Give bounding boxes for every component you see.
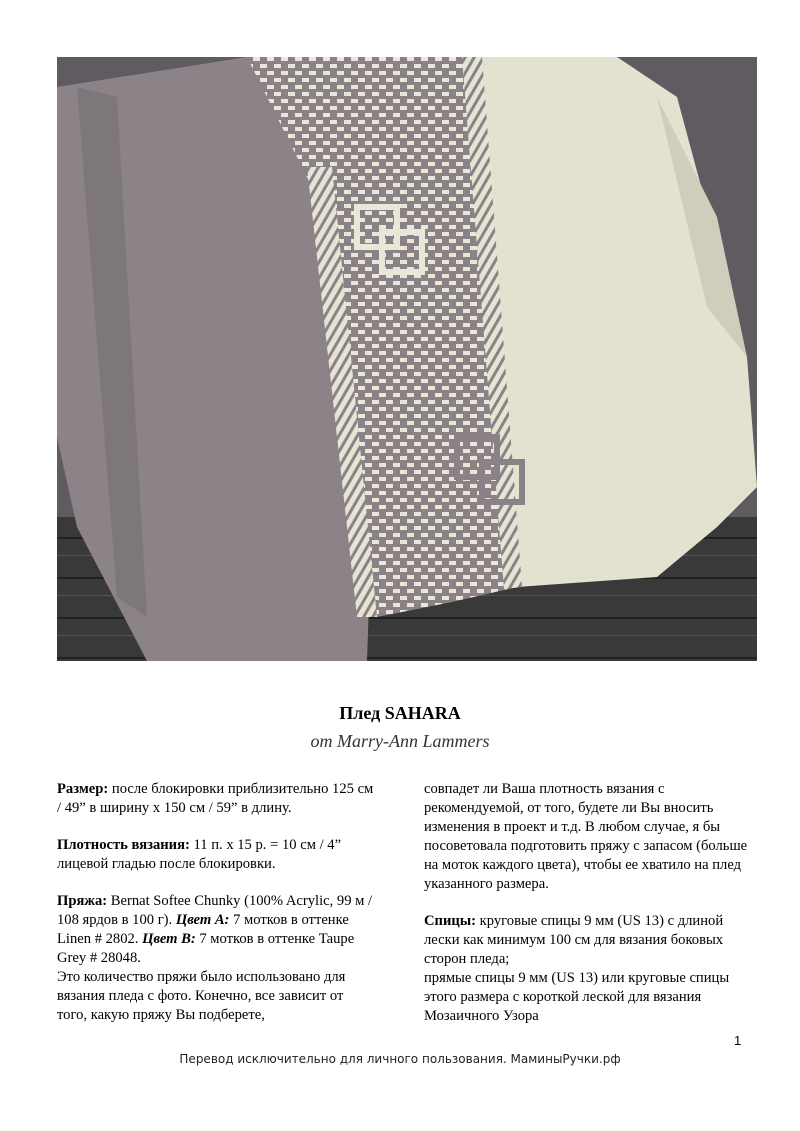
- page-footer: Перевод исключительно для личного пользования. МаминыРучки.рф: [179, 1052, 621, 1066]
- gauge-paragraph: [57, 836, 377, 874]
- color-a-label: Цвет А:: [175, 912, 230, 928]
- needles-text-2: прямые спицы 9 мм (US 13) или круговые спицы этого размера с короткой леской для вязания Мозаичного Узора: [424, 970, 730, 1024]
- blanket-illustration: [57, 57, 757, 661]
- yarn-note-continued: совпадет ли Ваша плотность вязания с рекомендуемой, от того, будете ли Вы вносить изменения в проект и т.д. В любом случае, я бы посоветовала подготовить пряжу с запасом (больше на моток каждого цвета), чтобы ее хватило на плед указанного размера.: [424, 781, 748, 892]
- page-number: 1: [734, 1033, 742, 1048]
- yarn-text: Bernat Softee Chunky (100% Acrylic, 99 м / 108 ярдов в 100 г).: [57, 893, 373, 928]
- needles-label: Спицы:: [424, 913, 477, 929]
- gauge-text: 11 п. х 15 р. = 10 см / 4” лицевой гладью после блокировки.: [57, 837, 342, 872]
- size-label: Размер:: [57, 781, 109, 797]
- color-a-text: 7 мотков в оттенке Linen # 2802.: [57, 912, 349, 947]
- right-column: [424, 780, 754, 1044]
- needles-paragraph: [424, 912, 754, 1026]
- left-column: [57, 780, 377, 1043]
- size-paragraph: [57, 780, 377, 818]
- yarn-paragraph: [57, 892, 377, 1025]
- page-title: Плед SAHARA: [339, 703, 461, 723]
- color-b-text: 7 мотков в оттенке Taupe Grey # 28048.: [57, 931, 355, 966]
- page-subtitle: от Marry-Ann Lammers: [310, 731, 490, 751]
- yarn-label: Пряжа:: [57, 893, 108, 909]
- gauge-label: Плотность вязания:: [57, 837, 190, 853]
- needles-text-1: круговые спицы 9 мм (US 13) с длиной лески как минимум 100 см для вязания боковых сторон пледа;: [424, 913, 724, 967]
- color-b-label: Цвет В:: [142, 931, 196, 947]
- blanket-photo: [57, 57, 757, 661]
- yarn-note: Это количество пряжи было использовано для вязания пледа с фото. Конечно, все зависит от того, какую пряжу Вы подберете,: [57, 969, 346, 1023]
- size-text: после блокировки приблизительно 125 см / 49” в ширину х 150 см / 59” в длину.: [57, 781, 374, 816]
